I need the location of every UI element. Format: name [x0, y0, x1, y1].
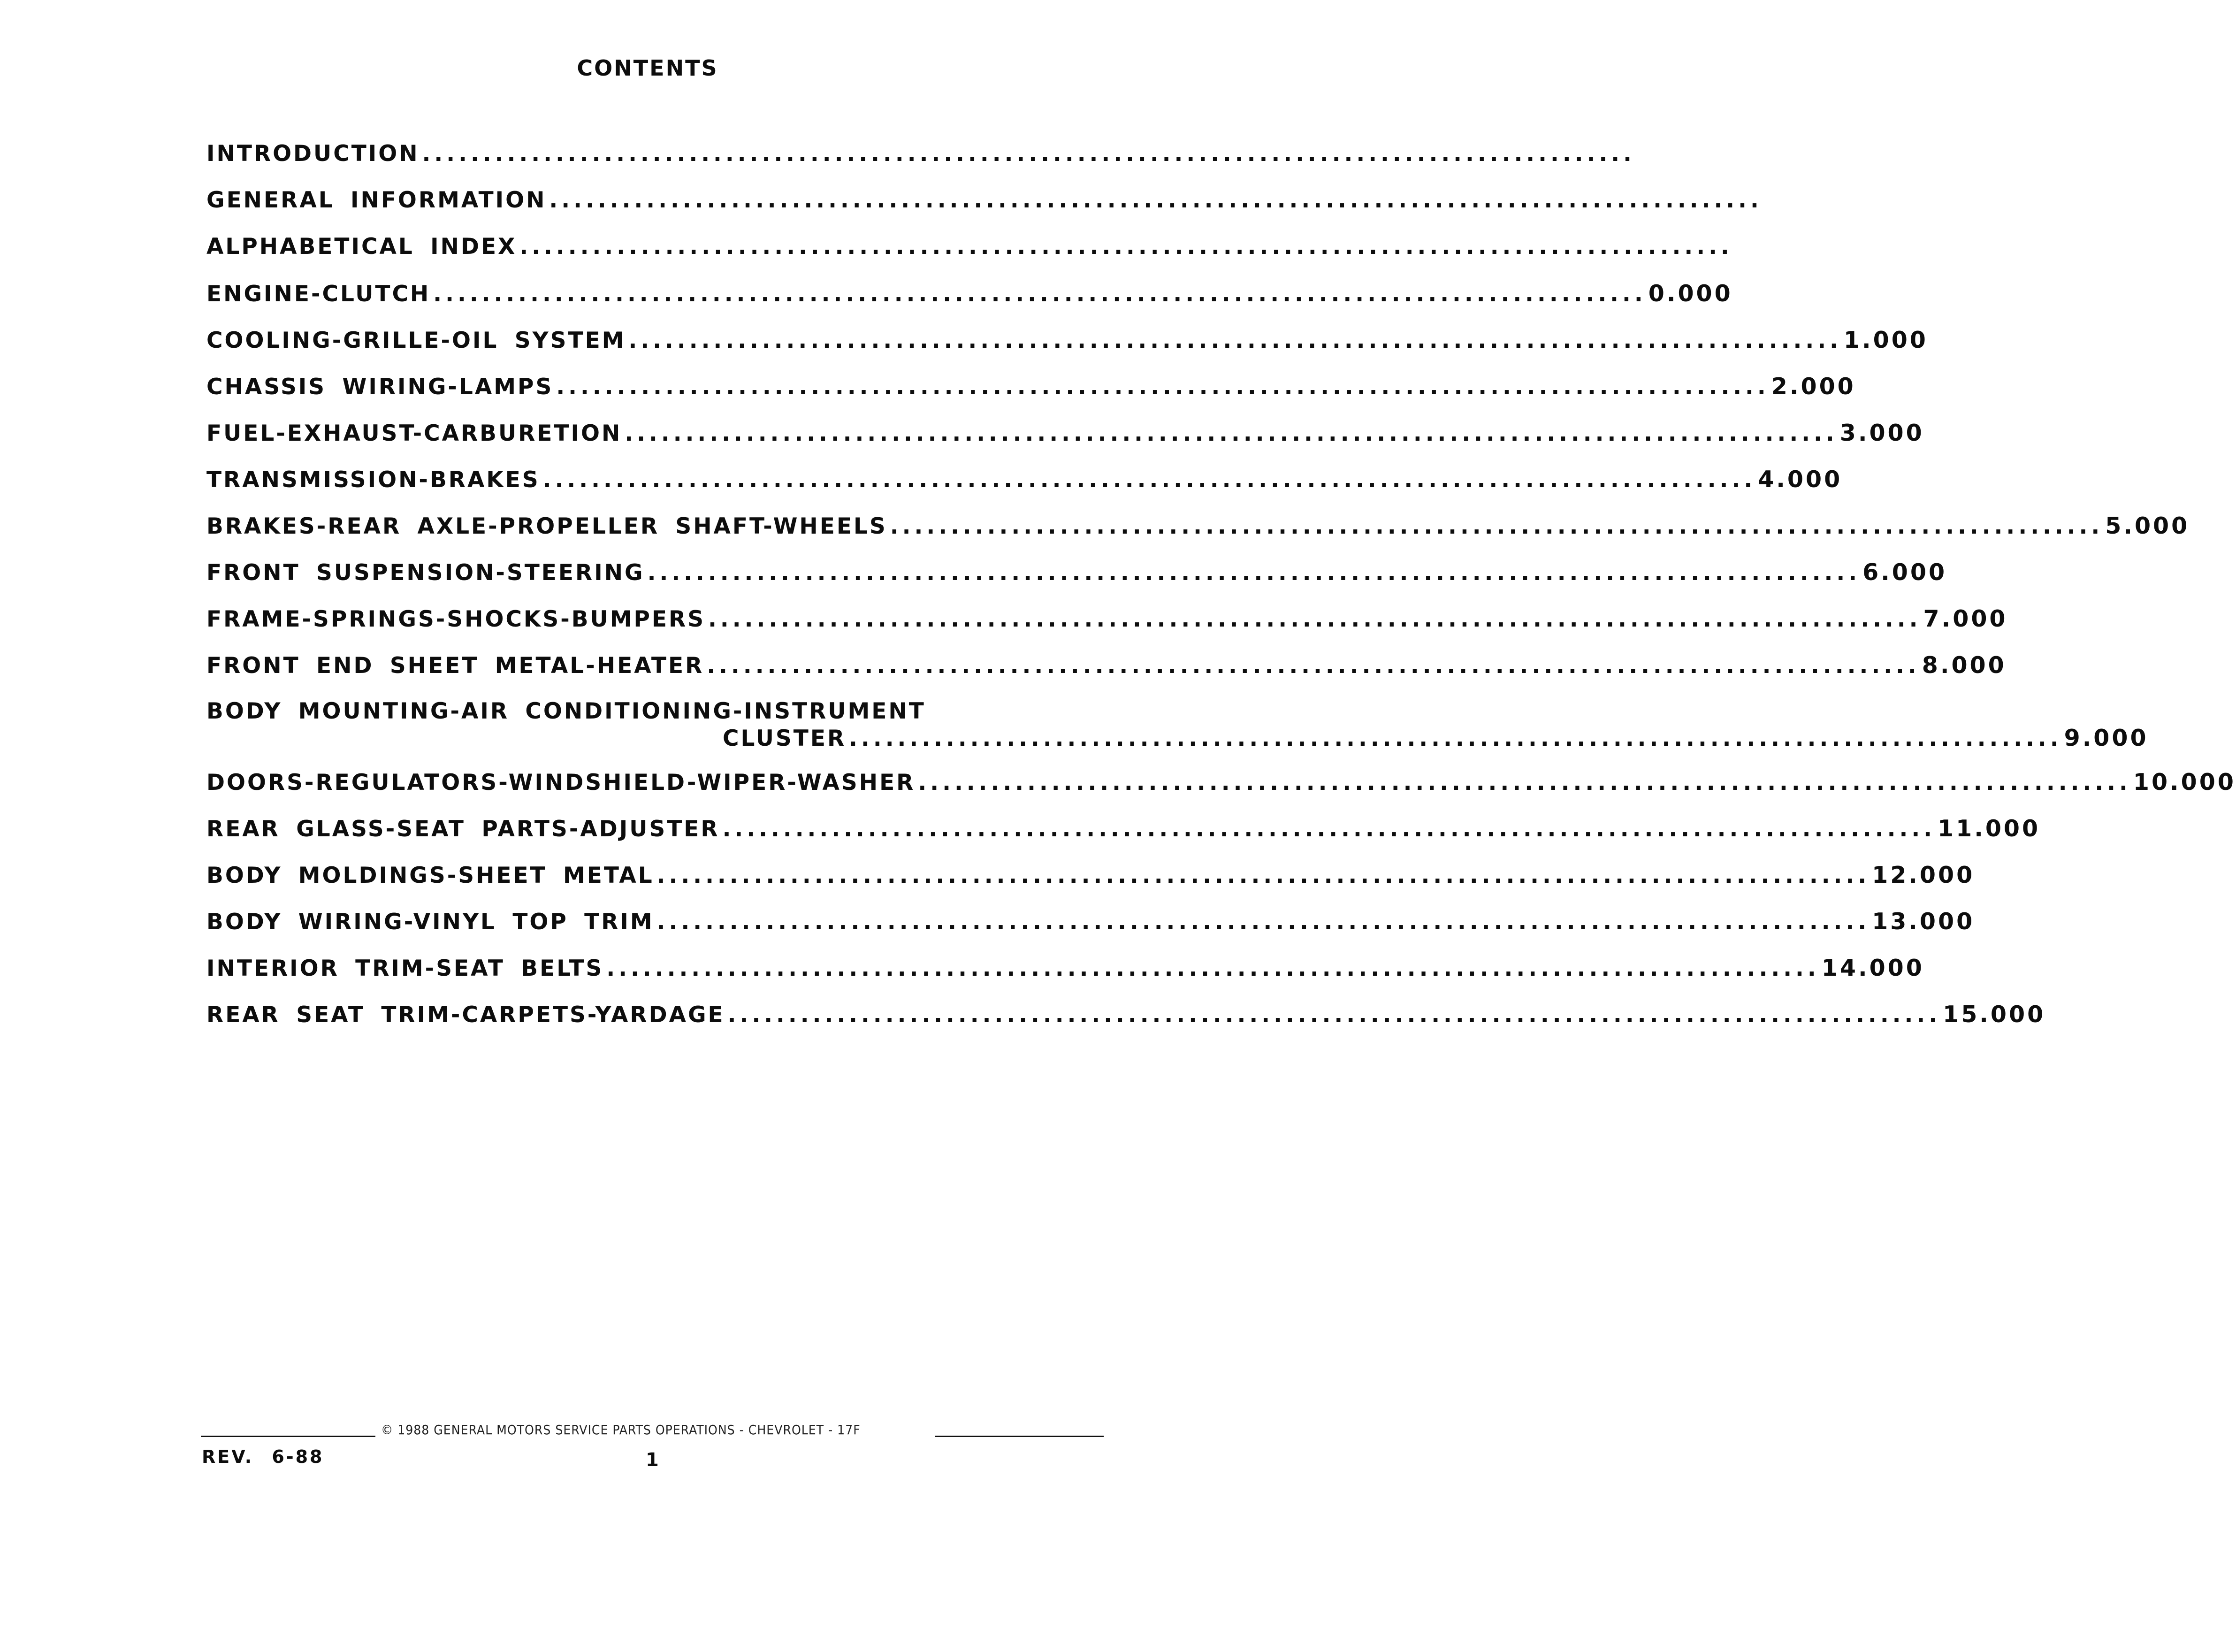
- toc-entry-label: COOLING-GRILLE-OIL SYSTEM: [206, 328, 626, 353]
- toc-entry-label: REAR GLASS-SEAT PARTS-ADJUSTER: [206, 816, 720, 842]
- dot-leader: ....................................................................................................: [849, 726, 2062, 751]
- toc-entry-page: 8.000: [1922, 652, 2007, 679]
- toc-entry-label: BODY WIRING-VINYL TOP TRIM: [206, 909, 654, 935]
- toc-entry-interior-trim[interactable]: [206, 955, 1924, 1001]
- toc-entry-label: BRAKES-REAR AXLE-PROPELLER SHAFT-WHEELS: [206, 513, 887, 539]
- dot-leader: ....................................................................................................: [556, 374, 1770, 400]
- toc-entry-continuation: [723, 725, 2149, 751]
- toc-entry-body-moldings[interactable]: [206, 862, 1975, 908]
- toc-entry-body-mounting[interactable]: [206, 698, 2149, 769]
- toc-entry-introduction[interactable]: [206, 141, 1635, 187]
- toc-entry-label-continued: CLUSTER: [723, 726, 847, 751]
- toc-entry-label: INTRODUCTION: [206, 141, 420, 167]
- toc-entry-label: FRAME-SPRINGS-SHOCKS-BUMPERS: [206, 606, 706, 632]
- toc-entry-label: ENGINE-CLUTCH: [206, 281, 431, 307]
- toc-entry-cooling[interactable]: [206, 327, 1928, 373]
- page-title: CONTENTS: [577, 55, 718, 81]
- dot-leader: ....................................................................................................: [656, 909, 1870, 935]
- dot-leader: ....................................................................................................: [890, 513, 2104, 539]
- dot-leader: ....................................................................................................: [519, 234, 1733, 260]
- toc-entry-label: ALPHABETICAL INDEX: [206, 234, 517, 260]
- toc-entry-brakes-rear-axle[interactable]: [206, 512, 2190, 559]
- toc-entry-label: CHASSIS WIRING-LAMPS: [206, 374, 554, 400]
- toc-entry-page: 11.000: [1938, 815, 2041, 842]
- toc-entry-label: DOORS-REGULATORS-WINDSHIELD-WIPER-WASHER: [206, 770, 916, 795]
- toc-entry-page: 7.000: [1923, 605, 2008, 632]
- footer-rule-left: [201, 1436, 375, 1437]
- toc-entry-label: TRANSMISSION-BRAKES: [206, 467, 540, 493]
- toc-entry-page: 10.000: [2133, 769, 2236, 795]
- toc-entry-page: 12.000: [1872, 862, 1975, 888]
- dot-leader: ....................................................................................................: [422, 141, 1635, 167]
- toc-entry-page: 3.000: [1839, 420, 1924, 446]
- dot-leader: ....................................................................................................: [628, 328, 1842, 353]
- dot-leader: ....................................................................................................: [656, 863, 1870, 888]
- copyright-notice: © 1988 GENERAL MOTORS SERVICE PARTS OPERATIONS - CHEVROLET - 17F: [381, 1422, 861, 1438]
- toc-entry-page: 0.000: [1648, 280, 1733, 307]
- revision-label: REV. 6-88: [202, 1446, 324, 1467]
- toc-entry-transmission[interactable]: [206, 466, 1843, 512]
- toc-entry-label: BODY MOLDINGS-SHEET METAL: [206, 863, 654, 888]
- toc-entry-page: 5.000: [2105, 512, 2190, 539]
- toc-entry-label: FUEL-EXHAUST-CARBURETION: [206, 421, 622, 446]
- toc-entry-chassis-wiring[interactable]: [206, 373, 1856, 420]
- toc-entry-page: 4.000: [1758, 466, 1843, 493]
- dot-leader: ....................................................................................................: [647, 560, 1861, 586]
- toc-entry-engine-clutch[interactable]: [206, 280, 1733, 327]
- toc-entry-page: 13.000: [1872, 908, 1975, 935]
- toc-entry-label: REAR SEAT TRIM-CARPETS-YARDAGE: [206, 1002, 725, 1028]
- dot-leader: ....................................................................................................: [549, 187, 1763, 213]
- toc-entry-label: GENERAL INFORMATION: [206, 187, 547, 213]
- toc-entry-front-end-sheet-metal[interactable]: [206, 652, 2007, 698]
- dot-leader: ....................................................................................................: [727, 1002, 1941, 1028]
- toc-entry-doors-regulators[interactable]: [206, 769, 2236, 815]
- table-of-contents: [206, 141, 2236, 1048]
- page-number: 1: [646, 1449, 659, 1471]
- dot-leader: ....................................................................................................: [708, 606, 1922, 632]
- toc-entry-page: 1.000: [1843, 327, 1928, 353]
- toc-entry-rear-glass[interactable]: [206, 815, 2041, 862]
- dot-leader: ....................................................................................................: [606, 956, 1820, 981]
- toc-entry-label: BODY MOUNTING-AIR CONDITIONING-INSTRUMENT: [206, 698, 926, 724]
- toc-entry-label: FRONT SUSPENSION-STEERING: [206, 560, 645, 586]
- toc-entry-page: 2.000: [1771, 373, 1856, 400]
- toc-entry-body-wiring[interactable]: [206, 908, 1975, 955]
- toc-entry-page: 9.000: [2064, 725, 2149, 751]
- toc-entry-page: 15.000: [1943, 1001, 2046, 1028]
- dot-leader: ....................................................................................................: [433, 281, 1647, 307]
- footer-rule-right: [935, 1436, 1104, 1437]
- dot-leader: ....................................................................................................: [918, 770, 2131, 795]
- toc-entry-label: FRONT END SHEET METAL-HEATER: [206, 653, 704, 679]
- toc-entry-front-suspension[interactable]: [206, 559, 1947, 605]
- dot-leader: ....................................................................................................: [722, 816, 1936, 842]
- toc-entry-page: 6.000: [1862, 559, 1947, 586]
- toc-entry-page: 14.000: [1821, 955, 1924, 981]
- dot-leader: ....................................................................................................: [542, 467, 1756, 493]
- toc-entry-rear-seat-trim[interactable]: [206, 1001, 2046, 1048]
- toc-entry-label: INTERIOR TRIM-SEAT BELTS: [206, 956, 604, 981]
- toc-entry-fuel-exhaust[interactable]: [206, 420, 1924, 466]
- dot-leader: ....................................................................................................: [707, 653, 1920, 679]
- dot-leader: ....................................................................................................: [625, 421, 1838, 446]
- toc-entry-alphabetical-index[interactable]: [206, 234, 1733, 280]
- toc-entry-general-information[interactable]: [206, 187, 1763, 234]
- toc-entry-frame-springs[interactable]: [206, 605, 2008, 652]
